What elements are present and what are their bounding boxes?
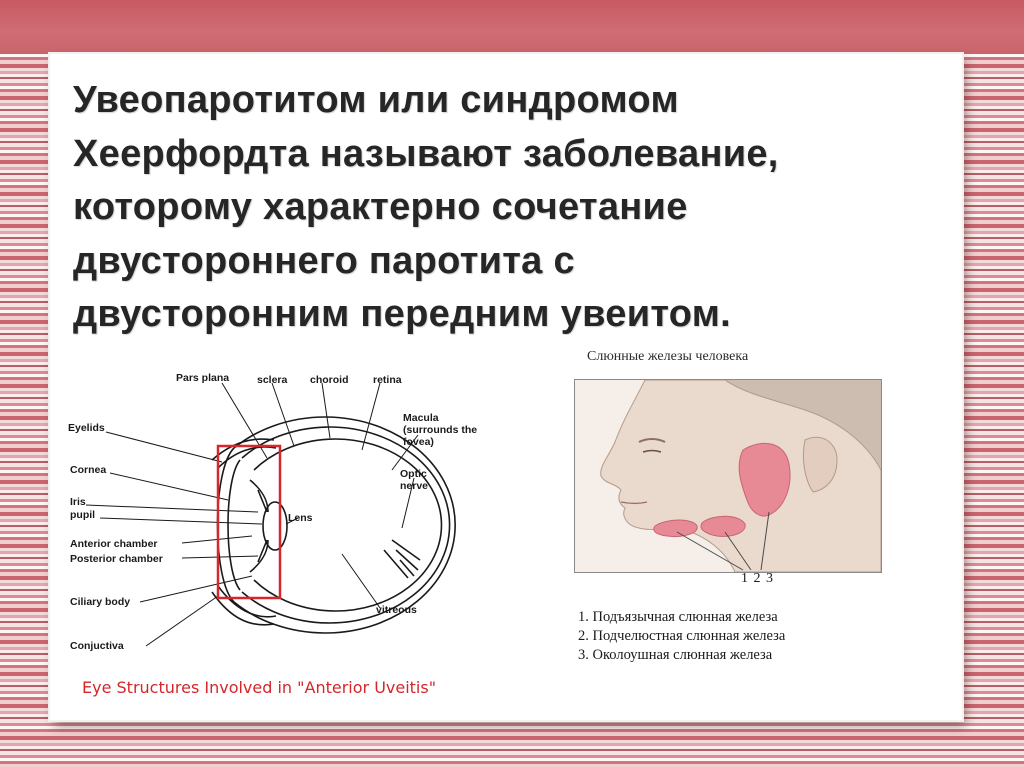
gland-legend	[578, 608, 785, 665]
gland-legend-item: 3. Околоушная слюнная железа	[578, 647, 773, 663]
label-ciliary-body: Ciliary body	[70, 596, 131, 608]
title-line-5: двусторонним передним увеитом.	[73, 293, 732, 335]
gland-legend-item: 1. Подъязычная слюнная железа	[578, 609, 778, 625]
label-macula-note-1: (surrounds the	[403, 424, 478, 436]
label-vitreous: vitreous	[376, 604, 417, 616]
label-eyelids: Eyelids	[68, 422, 105, 434]
label-anterior-chamber: Anterior chamber	[70, 538, 158, 550]
head-profile-drawing	[575, 380, 881, 572]
eye-figure-caption: Eye Structures Involved in "Anterior Uveitis"	[82, 678, 437, 697]
eye-anatomy-figure	[62, 340, 502, 716]
label-macula: Macula	[403, 412, 439, 424]
head-profile-illustration	[574, 379, 882, 573]
title-line-3: которому характерно сочетание	[73, 186, 688, 228]
label-optic-2: nerve	[400, 480, 429, 492]
gland-legend-item: 2. Подчелюстная слюнная железа	[578, 628, 786, 644]
gland-number-labels: 1 2 3	[741, 571, 774, 586]
label-conjuctiva: Conjuctiva	[70, 640, 124, 652]
label-pupil: pupil	[70, 509, 96, 521]
label-sclera: sclera	[257, 374, 288, 386]
eye-diagram-drawing	[62, 340, 502, 716]
label-macula-note-2: fovea)	[403, 436, 434, 448]
label-optic-1: Optic	[400, 468, 427, 480]
slide-title	[73, 74, 953, 342]
title-line-2: Хеерфордта называют заболевание,	[73, 132, 779, 175]
label-iris: Iris	[70, 496, 86, 508]
title-line-1: Увеопаротитом или синдромом	[73, 79, 679, 121]
label-pars-plana: Pars plana	[176, 372, 230, 384]
top-stripe-band	[0, 0, 1024, 54]
label-cornea: Cornea	[70, 464, 107, 476]
label-retina: retina	[373, 374, 402, 386]
label-posterior-chamber: Posterior chamber	[70, 553, 163, 565]
title-line-4: двустороннего паротита с	[73, 239, 575, 282]
label-choroid: choroid	[310, 374, 349, 386]
gland-figure-title: Слюнные железы человека	[587, 349, 749, 364]
label-lens: Lens	[288, 512, 313, 524]
salivary-glands-figure	[512, 335, 940, 716]
